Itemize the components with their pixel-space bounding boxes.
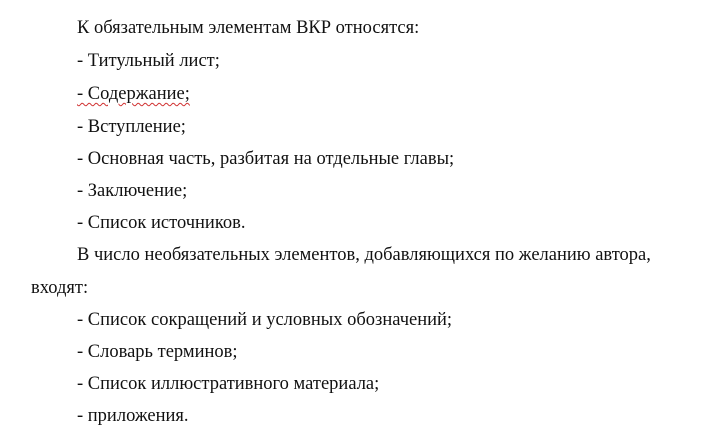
list-item: - Список источников. (77, 213, 246, 233)
list-item: - Содержание; (77, 84, 190, 104)
list-item: - Основная часть, разбитая на отдельные главы; (77, 149, 455, 169)
optional-intro-continuation: входят: (31, 278, 89, 298)
list-item: - Список иллюстративного материала; (77, 374, 380, 394)
list-item: - Словарь терминов; (77, 342, 238, 362)
intro-paragraph: К обязательным элементам ВКР относятся: (77, 18, 420, 38)
list-item: - Титульный лист; (77, 51, 220, 71)
list-item: - Список сокращений и условных обозначений; (77, 310, 453, 330)
list-item: - Вступление; (77, 117, 186, 137)
list-item: - Заключение; (77, 181, 188, 201)
optional-intro-paragraph: В число необязательных элементов, добавляющихся по желанию автора, (77, 245, 651, 265)
list-item: - приложения. (77, 406, 189, 426)
